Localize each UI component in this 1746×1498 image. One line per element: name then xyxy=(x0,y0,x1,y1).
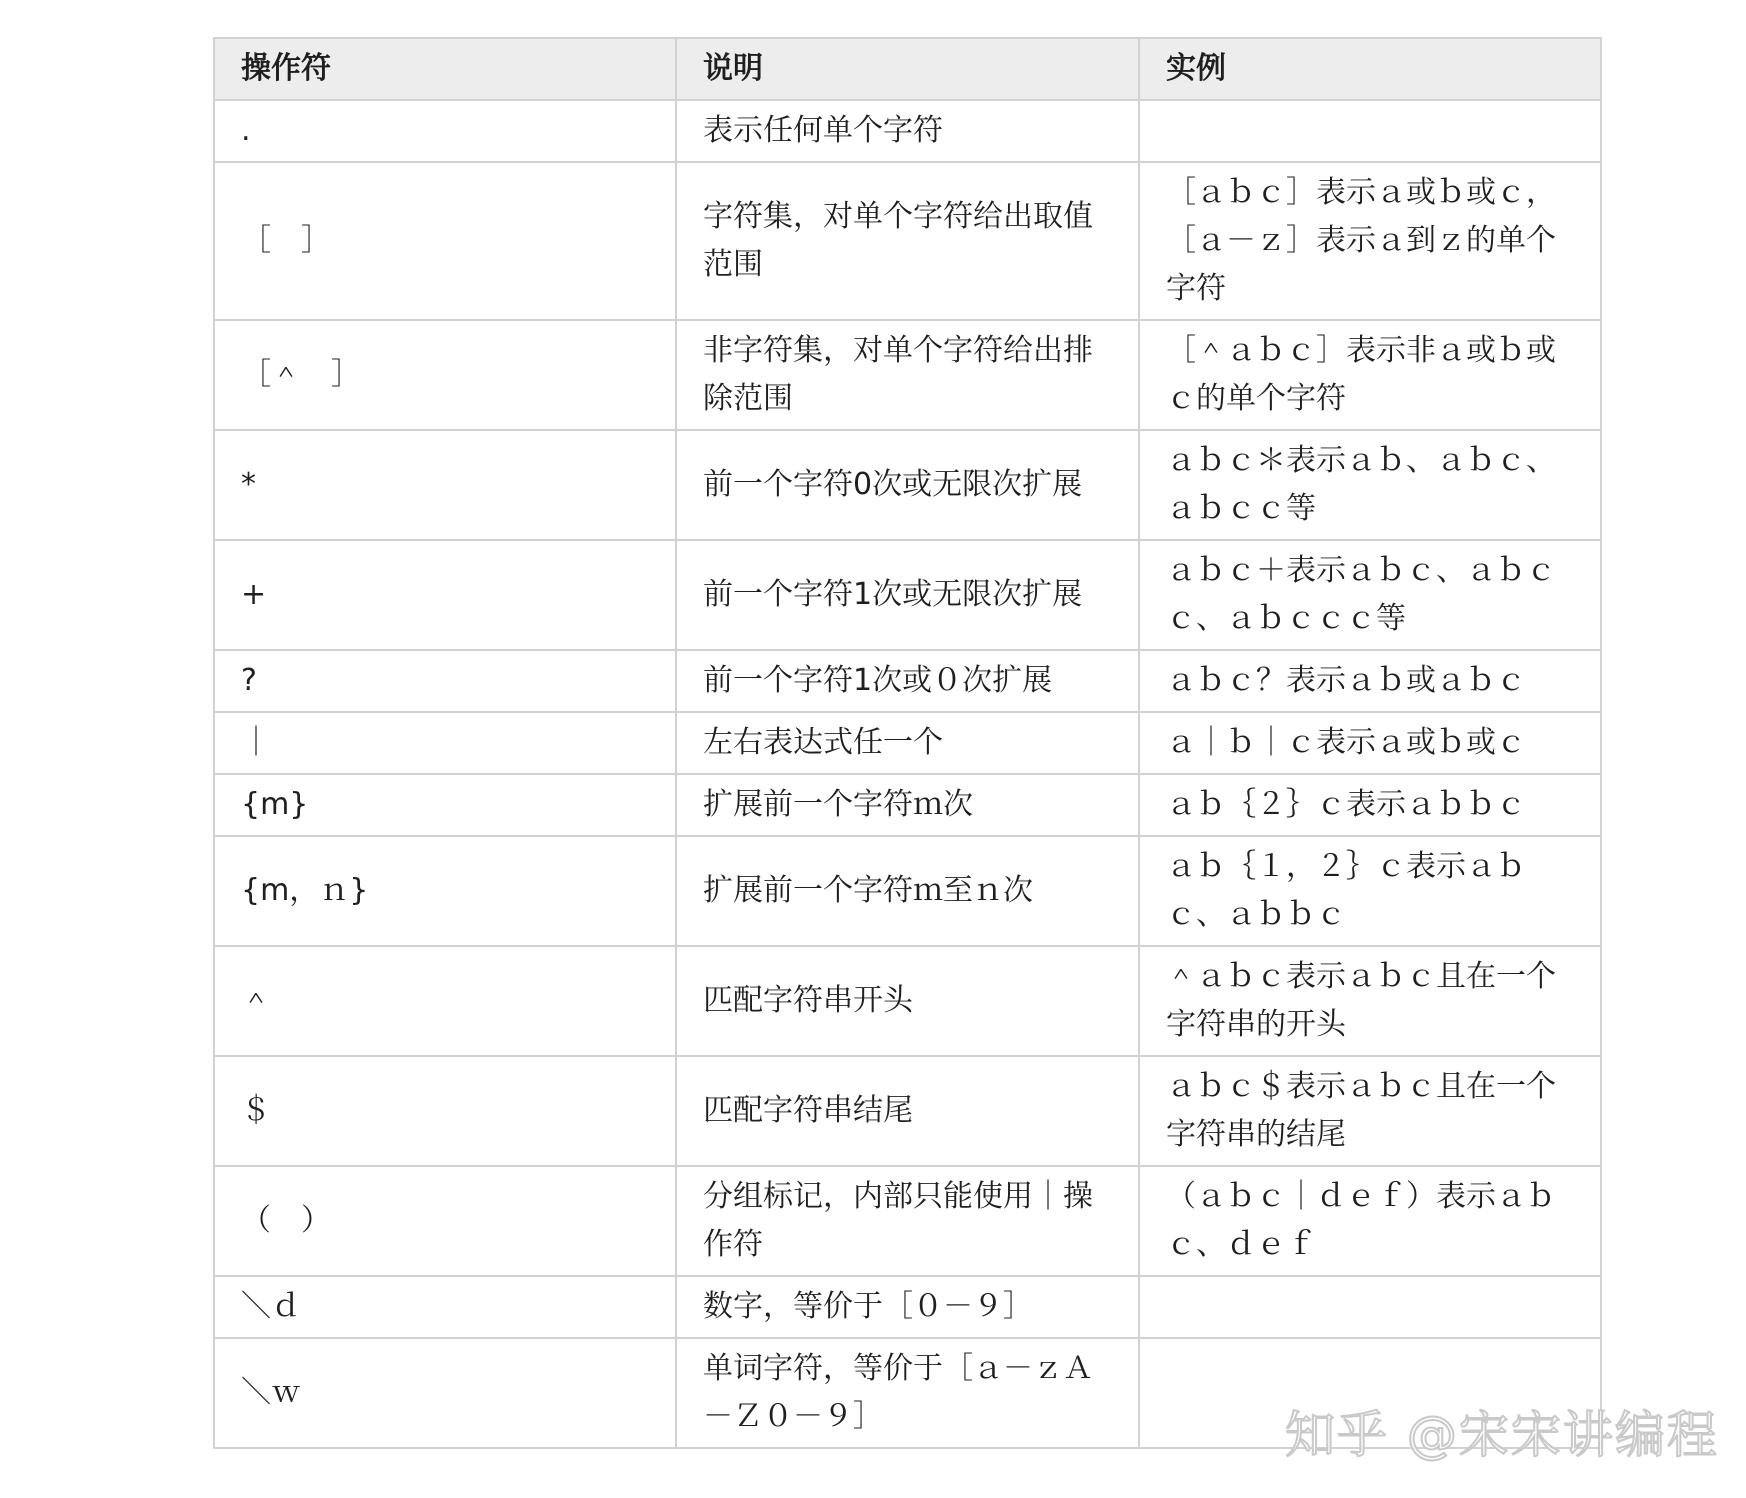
operator-cell: {m，ｎ} xyxy=(214,836,676,946)
regex-operator-table-container xyxy=(213,37,1600,1449)
operator-cell: {m} xyxy=(214,774,676,836)
operator-cell: * xyxy=(214,430,676,540)
description-cell: 非字符集，对单个字符给出排除范围 xyxy=(676,320,1139,430)
description-cell: 前一个字符1次或０次扩展 xyxy=(676,650,1139,712)
header-description: 说明 xyxy=(676,38,1139,100)
table-row xyxy=(214,712,1601,774)
description-cell: 分组标记，内部只能使用｜操作符 xyxy=(676,1166,1139,1276)
example-cell: ａｂｃ＄表示ａｂｃ且在一个字符串的结尾 xyxy=(1139,1056,1601,1166)
table-row xyxy=(214,650,1601,712)
example-cell: ａｂｃ？表示ａｂ或ａｂｃ xyxy=(1139,650,1601,712)
operator-cell: ＾ xyxy=(214,946,676,1056)
operator-cell: ＼ｗ xyxy=(214,1338,676,1448)
description-cell: 字符集，对单个字符给出取值范围 xyxy=(676,162,1139,320)
description-cell: 匹配字符串结尾 xyxy=(676,1056,1139,1166)
regex-operator-table xyxy=(213,37,1602,1449)
zhihu-watermark: 知乎 @宋宋讲编程 xyxy=(1285,1406,1719,1464)
operator-cell: ｜ xyxy=(214,712,676,774)
header-example: 实例 xyxy=(1139,38,1601,100)
table-row xyxy=(214,836,1601,946)
example-cell: ａｂ｛２｝ｃ表示ａｂｂｃ xyxy=(1139,774,1601,836)
example-cell xyxy=(1139,100,1601,162)
description-cell: 匹配字符串开头 xyxy=(676,946,1139,1056)
description-cell: 单词字符，等价于［ａ－ｚＡ－Ｚ０－９］ xyxy=(676,1338,1139,1448)
operator-cell: + xyxy=(214,540,676,650)
description-cell: 前一个字符1次或无限次扩展 xyxy=(676,540,1139,650)
description-cell: 扩展前一个字符ｍ次 xyxy=(676,774,1139,836)
description-cell: 表示任何单个字符 xyxy=(676,100,1139,162)
table-row xyxy=(214,162,1601,320)
operator-cell: ＄ xyxy=(214,1056,676,1166)
example-cell: ＾ａｂｃ表示ａｂｃ且在一个字符串的开头 xyxy=(1139,946,1601,1056)
table-row xyxy=(214,1166,1601,1276)
example-cell: （ａｂｃ｜ｄｅｆ）表示ａｂｃ、ｄｅｆ xyxy=(1139,1166,1601,1276)
header-operator: 操作符 xyxy=(214,38,676,100)
example-cell: ａｂｃ＊表示ａｂ、ａｂｃ、ａｂｃｃ等 xyxy=(1139,430,1601,540)
table-row xyxy=(214,540,1601,650)
table-header-row xyxy=(214,38,1601,100)
table-row xyxy=(214,946,1601,1056)
example-cell: ［＾ａｂｃ］表示非ａ或ｂ或ｃ的单个字符 xyxy=(1139,320,1601,430)
operator-cell: （ ） xyxy=(214,1166,676,1276)
operator-cell: ［ ］ xyxy=(214,162,676,320)
table-row xyxy=(214,430,1601,540)
description-cell: 前一个字符0次或无限次扩展 xyxy=(676,430,1139,540)
example-cell: ［ａｂｃ］表示ａ或ｂ或ｃ，［ａ－ｚ］表示ａ到ｚ的单个字符 xyxy=(1139,162,1601,320)
description-cell: 扩展前一个字符ｍ至ｎ次 xyxy=(676,836,1139,946)
example-cell xyxy=(1139,1276,1601,1338)
table-row xyxy=(214,774,1601,836)
description-cell: 数字，等价于［０－９］ xyxy=(676,1276,1139,1338)
table-row xyxy=(214,320,1601,430)
operator-cell: ［＾ ］ xyxy=(214,320,676,430)
table-row xyxy=(214,1056,1601,1166)
operator-cell: ? xyxy=(214,650,676,712)
table-row xyxy=(214,100,1601,162)
operator-cell: ＼ｄ xyxy=(214,1276,676,1338)
operator-cell: . xyxy=(214,100,676,162)
example-cell: ａｂ｛１，２｝ｃ表示ａｂｃ、ａｂｂｃ xyxy=(1139,836,1601,946)
description-cell: 左右表达式任一个 xyxy=(676,712,1139,774)
example-cell: ａｂｃ＋表示ａｂｃ、ａｂｃｃ、ａｂｃｃｃ等 xyxy=(1139,540,1601,650)
example-cell: ａ｜ｂ｜ｃ表示ａ或ｂ或ｃ xyxy=(1139,712,1601,774)
table-row xyxy=(214,1276,1601,1338)
